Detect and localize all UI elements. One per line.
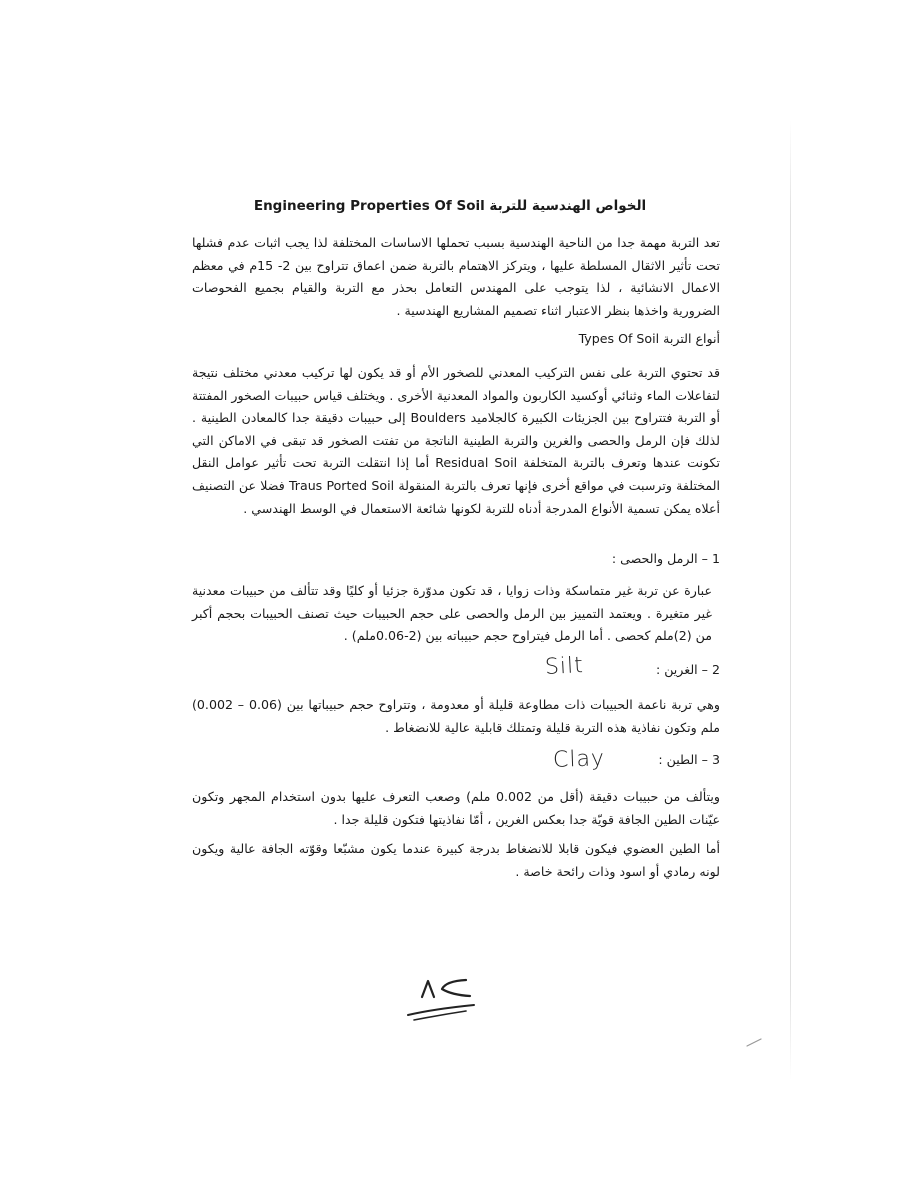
clay-handwritten-note: Clay: [552, 746, 606, 773]
document-title: الخواص الهندسية للتربة Engineering Properties Of Soil: [253, 198, 647, 214]
silt-handwritten-note: Silt: [544, 653, 585, 680]
silt-heading: 2 – الغرين :: [655, 662, 720, 677]
clay-heading: 3 – الطين :: [658, 752, 720, 767]
handwritten-page-number: [404, 975, 484, 1025]
scan-edge-shadow: [790, 120, 791, 1080]
sand-gravel-paragraph: عبارة عن تربة غير متماسكة وذات زوايا ، قد تكون مدوّرة جزئيا أو كليًا وقد تتألف من حبيبات معدنية غير متغيرة . ويعتمد التمييز بين الرمل والحصى على حجم الحبيبات حيث تصنف الحبيبات بحجم أكبر من (2)ملم كحصى . أما الرمل فيتراوح حجم حبيباته بين (2-0.06ملم) .: [192, 583, 712, 644]
organic-clay-paragraph: أما الطين العضوي فيكون قابلا للانضغاط بدرجة كبيرة عندما يكون مشبّعا وقوّته الجافة عالية ويكون لونه رمادي أو اسود وذات رائحة خاصة .: [192, 841, 720, 879]
soil-types-heading: أنواع التربة Types Of Soil: [578, 331, 720, 346]
pen-stray-mark: [745, 1036, 765, 1048]
silt-paragraph: وهي تربة ناعمة الحبيبات ذات مطاوعة قليلة أو معدومة ، وتتراوح حجم حبيباتها بين (0.06 – 0.002) ملم وتكون نفاذية هذه التربة قليلة وتمتلك قابلية عالية للانضغاط .: [192, 697, 720, 735]
sand-gravel-heading: 1 – الرمل والحصى :: [611, 551, 720, 566]
intro-paragraph: تعد التربة مهمة جدا من الناحية الهندسية بسبب تحملها الاساسات المختلفة لذا يجب اثبات عدم فشلها تحت تأثير الاثقال المسلطة عليها ، ويتركز الاهتمام بالتربة ضمن اعماق تتراوح بين 2- 15م في معظم الاعمال الانشائية ، لذا يتوجب على المهندس التعامل بحذر مع التربة والقيام بجميع الفحوصات الضرورية واخذها بنظر الاعتبار اثناء تصميم المشاريع الهندسية .: [192, 235, 720, 318]
soil-types-paragraph: قد تحتوي التربة على نفس التركيب المعدني للصخور الأم أو قد يكون لها تركيب معدني مختلف نتيجة لتفاعلات الماء وثنائي أوكسيد الكاربون والمواد المعدنية الأخرى . ويختلف قياس حبيبات الصخور المفتتة أو التربة فتتراوح بين الجزيئات الكبيرة كالجلاميد Boulders إلى حبيبات دقيقة جدا كالمعادن الطينية . لذلك فإن الرمل والحصى والغرين والتربة الطينية الناتجة من تفتت الصخور قد تبقى في الاماكن التي تكونت عندها وتعرف بالتربة المتخلفة Residual Soil أما إذا انتقلت التربة تحت تأثير عوامل النقل المختلفة وترسبت في مواقع أخرى فإنها تعرف بالتربة المنقولة Traus Ported Soil فضلا عن التصنيف أعلاه يمكن تسمية الأنواع المدرجة أدناه للتربة لكونها شائعة الاستعمال في الوسط الهندسي .: [192, 365, 721, 516]
clay-paragraph: ويتألف من حبيبات دقيقة (أقل من 0.002 ملم) وصعب التعرف عليها بدون استخدام المجهر وتكون عيّنات الطين الجافة قويّة جدا بعكس الغرين ، أمّا نفاذيتها فتكون قليلة جدا .: [192, 789, 720, 827]
